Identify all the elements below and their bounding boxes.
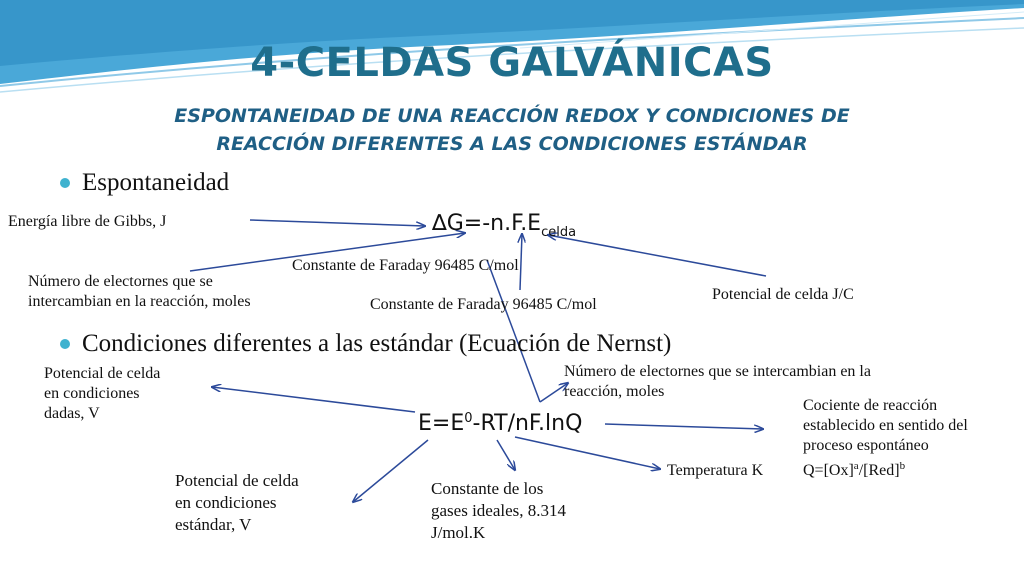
label-cell-potential: Potencial de celda J/C	[712, 286, 854, 303]
label-line: establecido en sentido del	[803, 417, 968, 434]
nernst-eq-superscript: 0	[464, 411, 473, 426]
arrow-F	[520, 234, 522, 290]
label-potential-standard	[175, 470, 299, 536]
label-line: Cociente de reacción	[803, 397, 938, 414]
gibbs-equation	[432, 211, 576, 240]
bullet-item-spontaneity	[60, 169, 229, 197]
label-line: gases ideales, 8.314	[431, 501, 567, 520]
label-line: Número de electornes que se	[28, 273, 213, 290]
arrow-R	[497, 440, 515, 470]
arrow-E0	[353, 440, 428, 502]
label-line: en condiciones	[175, 493, 277, 512]
gibbs-eq-main: ∆G=-n.F.E	[432, 211, 542, 236]
label-temperature: Temperatura K	[667, 462, 764, 479]
arrow-Q	[605, 424, 763, 429]
label-line: reacción, moles	[564, 383, 665, 400]
label-line: intercambian en la reacción, moles	[28, 293, 251, 310]
nernst-eq-part: -RT/nF.lnQ	[472, 411, 583, 436]
quotient-part: /[Red]	[858, 462, 900, 479]
label-line: estándar, V	[175, 515, 252, 534]
subtitle-line-1: ESPONTANEIDAD DE UNA REACCIÓN REDOX Y CONDICIONES DE	[174, 105, 850, 127]
nernst-equation	[418, 411, 582, 436]
label-reaction-quotient	[803, 396, 968, 481]
label-electrons-gibbs	[28, 272, 251, 312]
bullet-dot-icon	[60, 178, 70, 188]
label-line: Constante de los	[431, 479, 544, 498]
label-gibbs-energy: Energía libre de Gibbs, J	[8, 213, 167, 230]
quotient-part: Q=[Ox]	[803, 462, 854, 479]
quotient-sup: a	[853, 460, 859, 472]
page-title: 4-CELDAS GALVÁNICAS	[250, 40, 774, 86]
arrow-E-given	[212, 387, 415, 412]
label-faraday-top: Constante de Faraday 96485 C/mol	[292, 257, 519, 274]
quotient-sup: b	[899, 460, 906, 472]
label-line	[803, 456, 968, 481]
label-potential-given	[44, 364, 160, 424]
gibbs-eq-subscript: celda	[541, 225, 577, 240]
label-gas-constant	[431, 478, 566, 544]
label-line: Potencial de celda	[44, 365, 161, 382]
label-faraday-bottom: Constante de Faraday 96485 C/mol	[370, 296, 597, 313]
page-subtitle	[60, 102, 964, 158]
label-line: en condiciones	[44, 385, 140, 402]
label-line: Número de electornes que se intercambian en la	[564, 363, 871, 380]
arrow-T	[515, 437, 660, 469]
label-line: proceso espontáneo	[803, 437, 929, 454]
arrow-E	[548, 235, 766, 276]
bullet-label: Condiciones diferentes a las estándar (Ecuación de Nernst)	[82, 330, 672, 357]
label-line: J/mol.K	[431, 523, 486, 542]
bullet-dot-icon	[60, 339, 70, 349]
subtitle-line-2: REACCIÓN DIFERENTES A LAS CONDICIONES ESTÁNDAR	[216, 133, 808, 155]
bullet-label: Espontaneidad	[82, 169, 230, 196]
label-line: Potencial de celda	[175, 471, 299, 490]
nernst-eq-part: E=E	[418, 411, 465, 436]
bullet-item-nernst	[60, 330, 671, 358]
arrow-gibbs	[250, 220, 425, 226]
label-line: dadas, V	[44, 405, 100, 422]
